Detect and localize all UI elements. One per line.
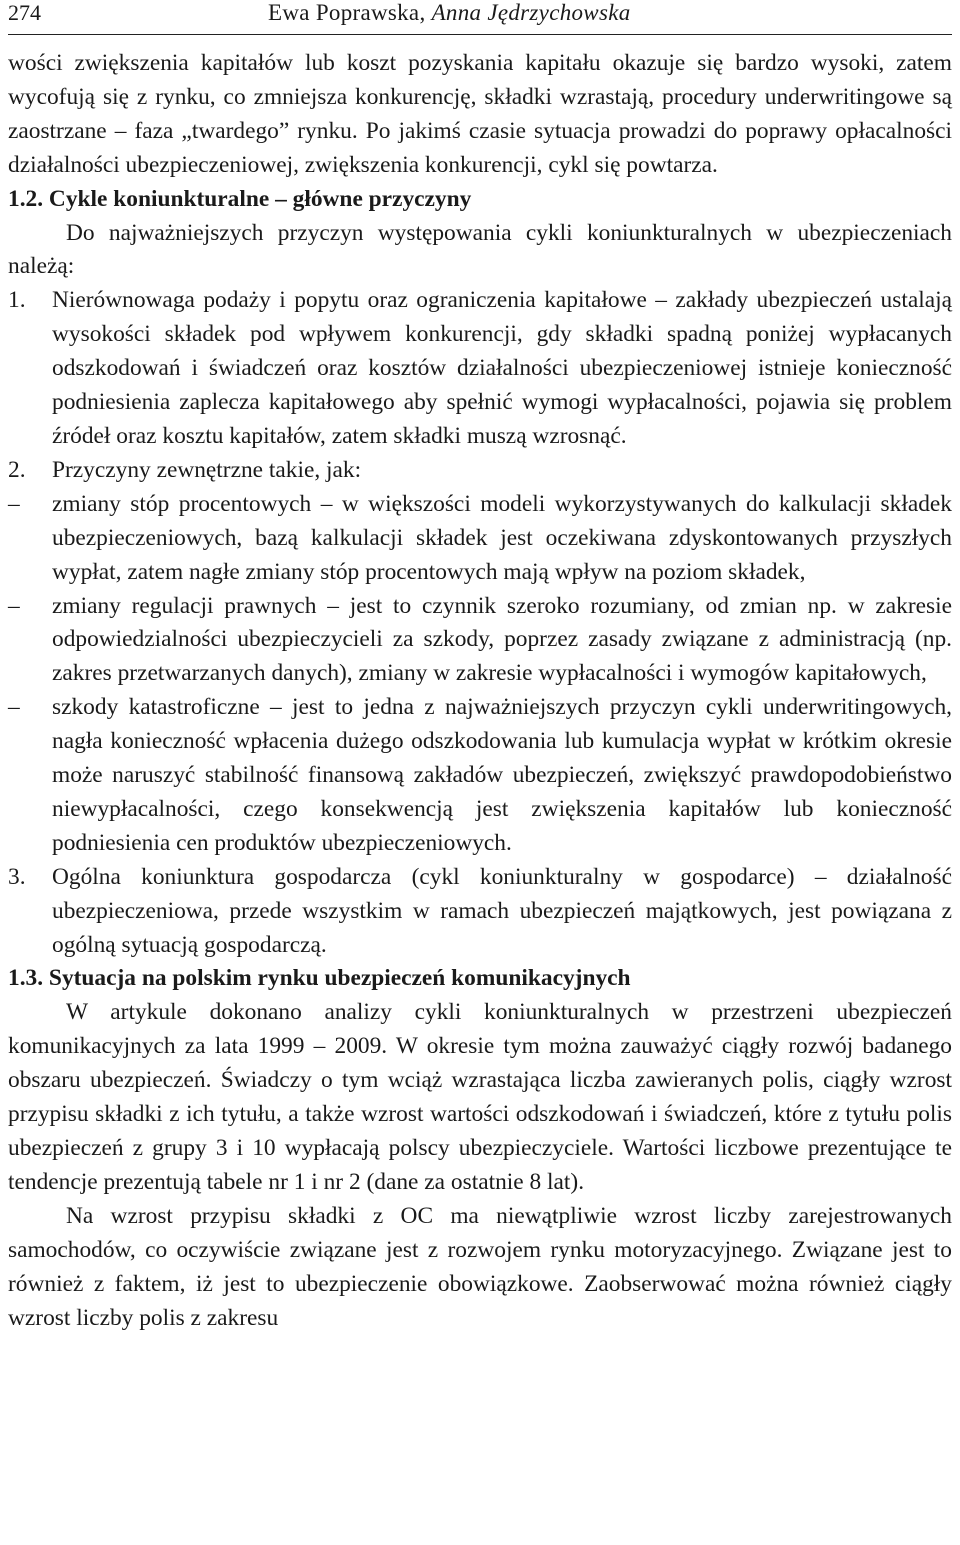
dash-item-text: zmiany stóp procentowych – w większości modeli wykorzystywanych do kalkulacji składek ubezpieczeniowych, bazą kalkulacji składek jest oczekiwana zdyskontowanych przyszłych wypłat, zatem nagłe zmiany stóp procentowych mają wpływ na poziom składek, — [52, 490, 952, 585]
dash-item-3 — [8, 691, 952, 861]
running-header-authors — [268, 0, 631, 26]
dash-item-1 — [8, 488, 952, 590]
dash-marker: – — [8, 592, 20, 619]
section-heading-1-2: 1.2. Cykle koniunkturalne – główne przyczyny — [8, 185, 472, 212]
list-item-text: Nierównowaga podaży i popytu oraz ograniczenia kapitałowe – zakłady ubezpieczeń ustalają wysokości składek pod wpływem konkurencji, gdy składki spadną poniżej wypłacanych odszkodowań i świadczeń oraz kosztów działalności ubezpieczeniowej istnieje konieczność podniesienia zaplecza kapitałowego aby spełnić wymogi wypłacalności, pojawia się problem źródeł oraz kosztu kapitałów, zatem składki muszą wzrosnąć. — [52, 287, 952, 449]
paragraph-causes-intro: Do najważniejszych przyczyn występowania cykli koniunkturalnych w ubezpieczeniach należą: — [8, 219, 952, 280]
author-1: Ewa Poprawska, — [268, 0, 426, 25]
list-marker: 1. — [8, 287, 26, 314]
section-heading-1-3: 1.3. Sytuacja na polskim rynku ubezpieczeń komunikacyjnych — [8, 965, 631, 992]
list-item-2 — [8, 454, 952, 488]
article-body — [8, 47, 952, 1335]
list-marker: 2. — [8, 456, 26, 483]
paragraph-analysis: W artykule dokonano analizy cykli koniunkturalnych w przestrzeni ubezpieczeń komunikacyjnych za lata 1999 – 2009. W okresie tym można zauważyć ciągły rozwój badanego obszaru ubezpieczeń. Świadczy o tym wciąż wzrastająca liczba zawieranych polis, ciągły wzrost przypisu składki z ich tytułu, a także wzrost wartości odszkodowań i świadczeń, które z tytułu polis ubezpieczeń z grupy 3 i 10 wypłacają polscy ubezpieczyciele. Wartości liczbowe prezentujące te tendencje prezentują tabele nr 1 i nr 2 (dane za ostatnie 8 lat). — [8, 999, 952, 1195]
list-item-3 — [8, 861, 952, 963]
dash-item-2 — [8, 590, 952, 692]
paragraph-continuation: wości zwiększenia kapitałów lub koszt pozyskania kapitału okazuje się bardzo wysoki, zatem wycofują się z rynku, co zmniejsza konkurencję, składki wzrastają, procedury underwritingowe są zaostrzane – faza „twardego” rynku. Po jakimś czasie sytuacja prowadzi do poprawy opłacalności działalności ubezpieczeniowej, zwiększenia konkurencji, cykl się powtarza. — [8, 50, 952, 178]
list-marker: 3. — [8, 863, 26, 890]
running-header — [8, 0, 952, 35]
dash-item-text: szkody katastroficzne – jest to jedna z najważniejszych przyczyn cykli underwritingowych, nagła konieczność wpłacenia dużego odszkodowania lub kumulacja wypłat w krótkim okresie może naruszyć stabilność finansową zakładów ubezpieczeń, zwiększyć prawdopodobieństwo niewypłacalności, czego konsekwencją jest zwiększenia kapitałów lub konieczność podniesienia cen produktów ubezpieczeniowych. — [52, 694, 952, 856]
page-number: 274 — [8, 0, 41, 25]
paragraph-oc-growth: Na wzrost przypisu składki z OC ma niewątpliwie wzrost liczby zarejestrowanych samochodów, co oczywiście związane jest z rozwojem rynku motoryzacyjnego. Związane jest to również z faktem, iż jest to ubezpieczenie obowiązkowe. Zaobserwować można również ciągły wzrost liczby polis z zakresu — [8, 1202, 952, 1331]
author-2: Anna Jędrzychowska — [431, 0, 631, 25]
list-item-text: Przyczyny zewnętrzne takie, jak: — [52, 456, 362, 483]
list-item-1 — [8, 284, 952, 454]
list-item-text: Ogólna koniunktura gospodarcza (cykl koniunkturalny w gospodarce) – działalność ubezpieczeniowa, przede wszystkim w ramach ubezpieczeń majątkowych, jest powiązana z ogólną sytuacją gospodarczą. — [52, 863, 952, 958]
dash-marker: – — [8, 490, 20, 517]
dash-item-text: zmiany regulacji prawnych – jest to czynnik szeroko rozumiany, od zmian np. w zakresie odpowiedzialności ubezpieczycieli za szkody, poprzez zasady związane z administracją (np. zakres przetwarzanych danych), zmiany w zakresie wypłacalności i wymogów kapitałowych, — [52, 592, 952, 687]
dash-marker: – — [8, 694, 20, 721]
